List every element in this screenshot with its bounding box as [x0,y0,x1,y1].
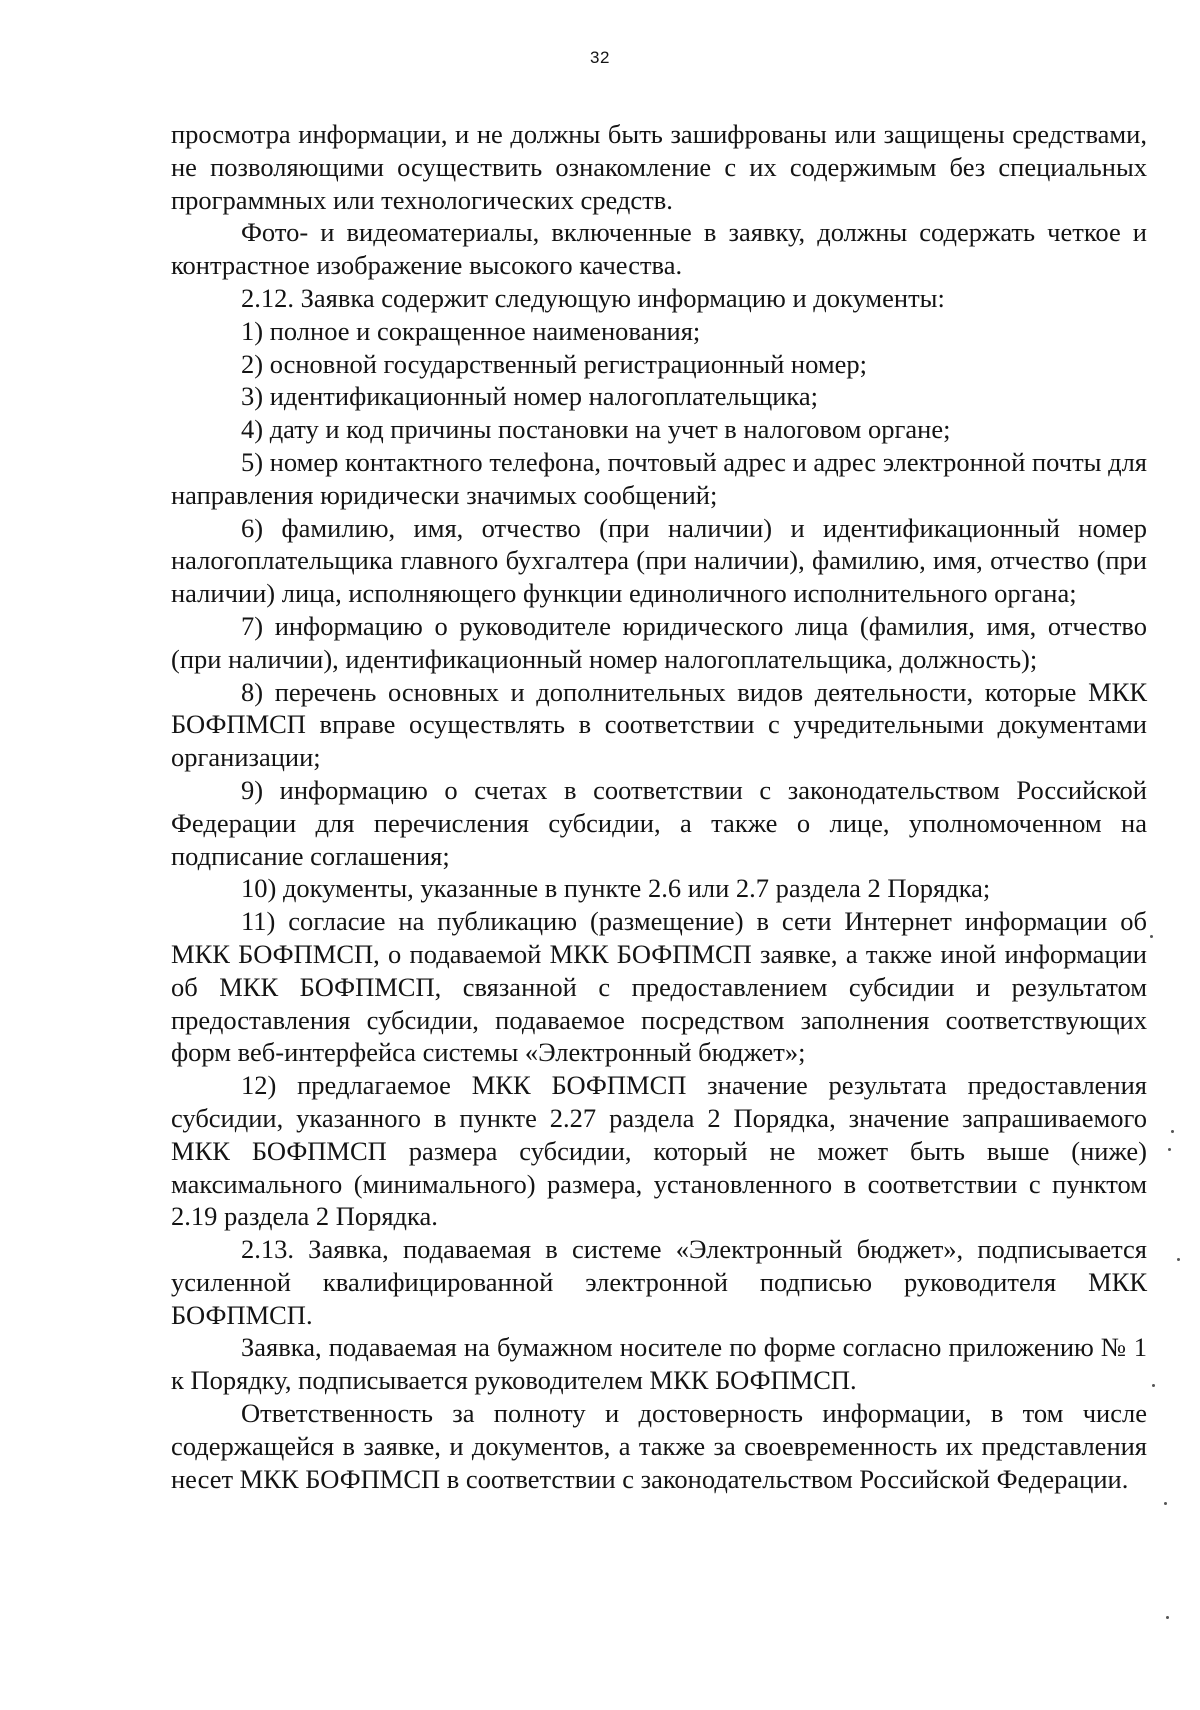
list-item: 5) номер контактного телефона, почтовый адрес и адрес электронной почты для направления юридически значимых сообщений; [171,446,1147,510]
list-item: 11) согласие на публикацию (размещение) в сети Интернет информации об МКК БОФПМСП, о подаваемой МКК БОФПМСП заявке, а также иной информации об МКК БОФПМСП, связанной с предоставлением субсидии и результатом предоставления субсидии, подаваемое посредством заполнения соответствующих форм веб-интерфейса системы «Электронный бюджет»; [171,906,1147,1068]
list-item: 4) дату и код причины постановки на учет в налоговом органе; [241,414,951,445]
document-body [171,118,1147,1495]
list-item: 10) документы, указанные в пункте 2.6 или 2.7 раздела 2 Порядка; [241,873,991,904]
list-item: 9) информацию о счетах в соответствии с законодательством Российской Федерации для перечисления субсидии, а также о лице, уполномоченном на подписание соглашения; [171,774,1147,871]
paragraph: 2.12. Заявка содержит следующую информацию и документы: [241,282,945,313]
scan-speck [1164,1502,1167,1505]
scan-speck [1150,935,1153,938]
list-item: 12) предлагаемое МКК БОФПМСП значение результата предоставления субсидии, указанного в пункте 2.27 раздела 2 Порядка, значение запрашиваемого МКК БОФПМСП размера субсидии, который не может быть выше (ниже) максимального (минимального) размера, установленного в соответствии с пунктом 2.19 раздела 2 Порядка. [171,1070,1147,1232]
list-item: 1) полное и сокращенное наименования; [241,315,701,346]
paragraph: Заявка, подаваемая на бумажном носителе по форме согласно приложению № 1 к Порядку, подписывается руководителем МКК БОФПМСП. [171,1332,1147,1396]
scan-speck [1171,1130,1174,1133]
list-item: 8) перечень основных и дополнительных видов деятельности, которые МКК БОФПМСП вправе осуществлять в соответствии с учредительными документами организации; [171,676,1147,773]
paragraph: Ответственность за полноту и достоверность информации, в том числе содержащейся в заявке, и документов, а также за своевременность их представления несет МКК БОФПМСП в соответствии с законодательством Российской Федерации. [171,1398,1147,1494]
paragraph: 2.13. Заявка, подаваемая в системе «Электронный бюджет», подписывается усиленной квалифицированной электронной подписью руководителя МКК БОФПМСП. [171,1234,1147,1330]
scan-speck [1166,1616,1169,1619]
scan-speck [1177,1258,1180,1261]
page-number: 32 [590,48,610,67]
list-item: 3) идентификационный номер налогоплательщика; [241,381,819,412]
paragraph: просмотра информации, и не должны быть зашифрованы или защищены средствами, не позволяющими осуществить ознакомление с их содержимым без специальных программных или технологических средств. [171,119,1147,215]
list-item: 2) основной государственный регистрационный номер; [241,348,867,379]
paragraph: Фото- и видеоматериалы, включенные в заявку, должны содержать четкое и контрастное изображение высокого качества. [171,217,1147,281]
list-item: 7) информацию о руководителе юридического лица (фамилия, имя, отчество (при наличии), идентификационный номер налогоплательщика, должность); [171,610,1147,674]
scan-speck [1152,1384,1155,1387]
scan-speck [1168,1148,1171,1151]
list-item: 6) фамилию, имя, отчество (при наличии) и идентификационный номер налогоплательщика главного бухгалтера (при наличии), фамилию, имя, отчество (при наличии) лица, исполняющего функции единоличного исполнительного органа; [171,512,1147,609]
